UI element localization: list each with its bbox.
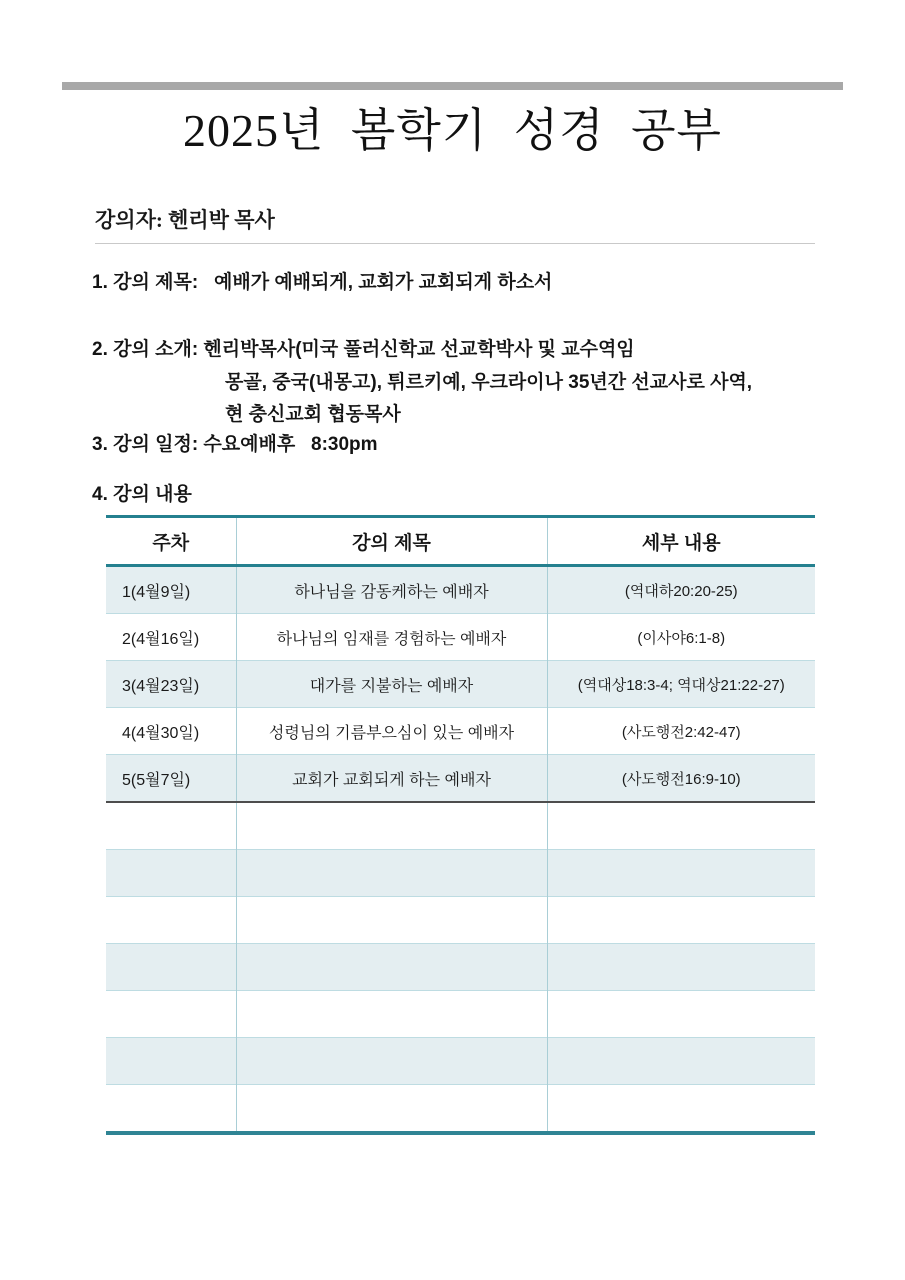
empty-cell (106, 1085, 236, 1134)
empty-cell (547, 850, 815, 897)
empty-table-row (106, 850, 815, 897)
details-cell: (역대하20:20-25) (547, 566, 815, 614)
empty-cell (547, 802, 815, 850)
empty-cell (106, 850, 236, 897)
column-header-week: 주차 (106, 517, 236, 566)
list-item-lecture-intro: 2. 강의 소개: 헨리박목사(미국 풀러신학교 선교학박사 및 교수역임 (92, 339, 635, 360)
list-item-lecture-contents: 4. 강의 내용 (92, 484, 192, 505)
column-header-lecture-title: 강의 제목 (236, 517, 547, 566)
lecturer-section (95, 204, 815, 244)
lecture-title-cell: 하나님의 임재를 경험하는 예배자 (236, 614, 547, 661)
empty-cell (106, 897, 236, 944)
list-item-lecture-schedule: 3. 강의 일정: 수요예배후 8:30pm (92, 434, 378, 455)
table-row (106, 661, 815, 708)
empty-cell (547, 1085, 815, 1134)
details-cell: (사도행전2:42-47) (547, 708, 815, 755)
empty-cell (547, 944, 815, 991)
table-header-row (106, 517, 815, 566)
lecture-title-cell: 성령님의 기름부으심이 있는 예배자 (236, 708, 547, 755)
empty-cell (106, 802, 236, 850)
list-item-lecture-title: 1. 강의 제목: 예배가 예배되게, 교회가 교회되게 하소서 (92, 272, 553, 293)
empty-cell (547, 991, 815, 1038)
empty-cell (106, 991, 236, 1038)
empty-table-row (106, 991, 815, 1038)
week-cell: 1(4월9일) (106, 566, 236, 614)
empty-cell (236, 802, 547, 850)
table-row (106, 755, 815, 803)
table-row (106, 708, 815, 755)
details-cell: (이사야6:1-8) (547, 614, 815, 661)
list-item-lecture-intro-line2: 몽골, 중국(내몽고), 튀르키예, 우크라이나 35년간 선교사로 사역, (225, 372, 753, 393)
empty-cell (547, 897, 815, 944)
empty-table-row (106, 897, 815, 944)
page-title: 2025년 봄학기 성경 공부 (183, 105, 722, 156)
empty-table-row (106, 1038, 815, 1085)
lecturer-label: 강의자: 헨리박 목사 (95, 208, 275, 232)
empty-cell (106, 1038, 236, 1085)
empty-cell (236, 897, 547, 944)
empty-table-row (106, 802, 815, 850)
week-cell: 2(4월16일) (106, 614, 236, 661)
lecture-title-cell: 교회가 교회되게 하는 예배자 (236, 755, 547, 803)
lecture-schedule-table (106, 515, 815, 1135)
empty-table-row (106, 1085, 815, 1134)
lecture-title-cell: 하나님을 감동케하는 예배자 (236, 566, 547, 614)
empty-cell (236, 850, 547, 897)
top-divider-bar (62, 82, 843, 90)
details-cell: (역대상18:3-4; 역대상21:22-27) (547, 661, 815, 708)
lecture-title-cell: 대가를 지불하는 예배자 (236, 661, 547, 708)
week-cell: 5(5월7일) (106, 755, 236, 803)
list-item-lecture-intro-line3: 현 충신교회 협동목사 (225, 404, 401, 425)
table-row (106, 614, 815, 661)
week-cell: 3(4월23일) (106, 661, 236, 708)
empty-cell (106, 944, 236, 991)
table-row (106, 566, 815, 614)
empty-table-row (106, 944, 815, 991)
empty-cell (236, 991, 547, 1038)
empty-cell (236, 1085, 547, 1134)
empty-cell (236, 1038, 547, 1085)
week-cell: 4(4월30일) (106, 708, 236, 755)
details-cell: (사도행전16:9-10) (547, 755, 815, 803)
column-header-details: 세부 내용 (547, 517, 815, 566)
empty-cell (236, 944, 547, 991)
empty-cell (547, 1038, 815, 1085)
